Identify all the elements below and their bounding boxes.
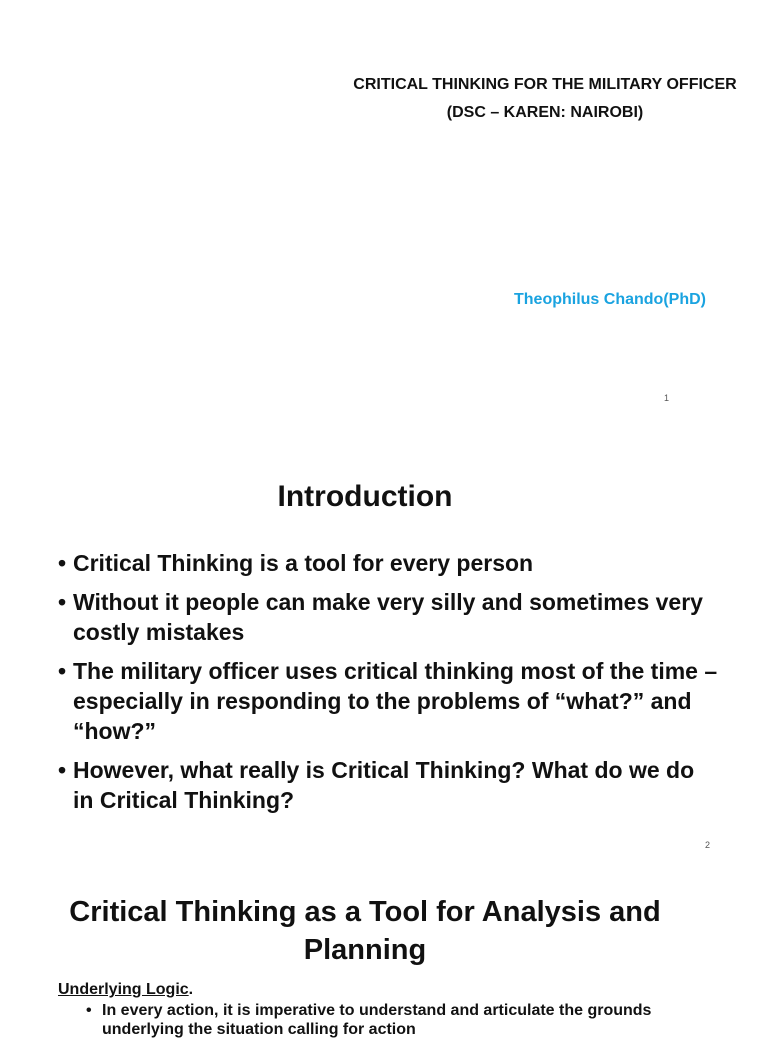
- slide-heading-analysis-planning: Critical Thinking as a Tool for Analysis and Planning: [69, 896, 661, 966]
- introduction-bullet-list: [58, 548, 718, 824]
- document-subtitle: (DSC – KAREN: NAIROBI): [446, 104, 644, 121]
- bullet-text: However, what really is Critical Thinking? What do we do in Critical Thinking?: [73, 757, 695, 813]
- bullet-dot-icon: •: [58, 757, 67, 783]
- underlying-logic-text: Underlying Logic: [58, 981, 189, 998]
- bullet-text: Without it people can make very silly and sometimes very costly mistakes: [73, 589, 703, 645]
- bullet-item: [58, 587, 718, 647]
- underlying-logic-bullet: [86, 1001, 726, 1039]
- page-number-2: 2: [705, 840, 711, 850]
- underlying-logic-label: [58, 981, 193, 999]
- underlying-logic-suffix: .: [188, 981, 194, 998]
- bullet-text: Critical Thinking is a tool for every person: [73, 550, 534, 576]
- author-name: Theophilus Chando(PhD): [514, 291, 706, 308]
- bullet-dot-icon: •: [58, 550, 67, 576]
- bullet-dot-icon: •: [58, 589, 67, 615]
- bullet-text: The military officer uses critical thinking most of the time – especially in responding to the problems of “what?” and “how?”: [73, 658, 718, 744]
- bullet-item: [58, 548, 718, 578]
- bullet-item: [58, 656, 718, 746]
- page-number-1: 1: [664, 393, 670, 403]
- bullet-dot-icon: •: [86, 1002, 92, 1019]
- bullet-item: [58, 755, 718, 815]
- document-title: CRITICAL THINKING FOR THE MILITARY OFFICER: [353, 76, 737, 93]
- slide-heading-introduction: Introduction: [277, 480, 453, 513]
- bullet-text: In every action, it is imperative to understand and articulate the grounds underlying the situation calling for action: [102, 1002, 652, 1038]
- bullet-dot-icon: •: [58, 658, 67, 684]
